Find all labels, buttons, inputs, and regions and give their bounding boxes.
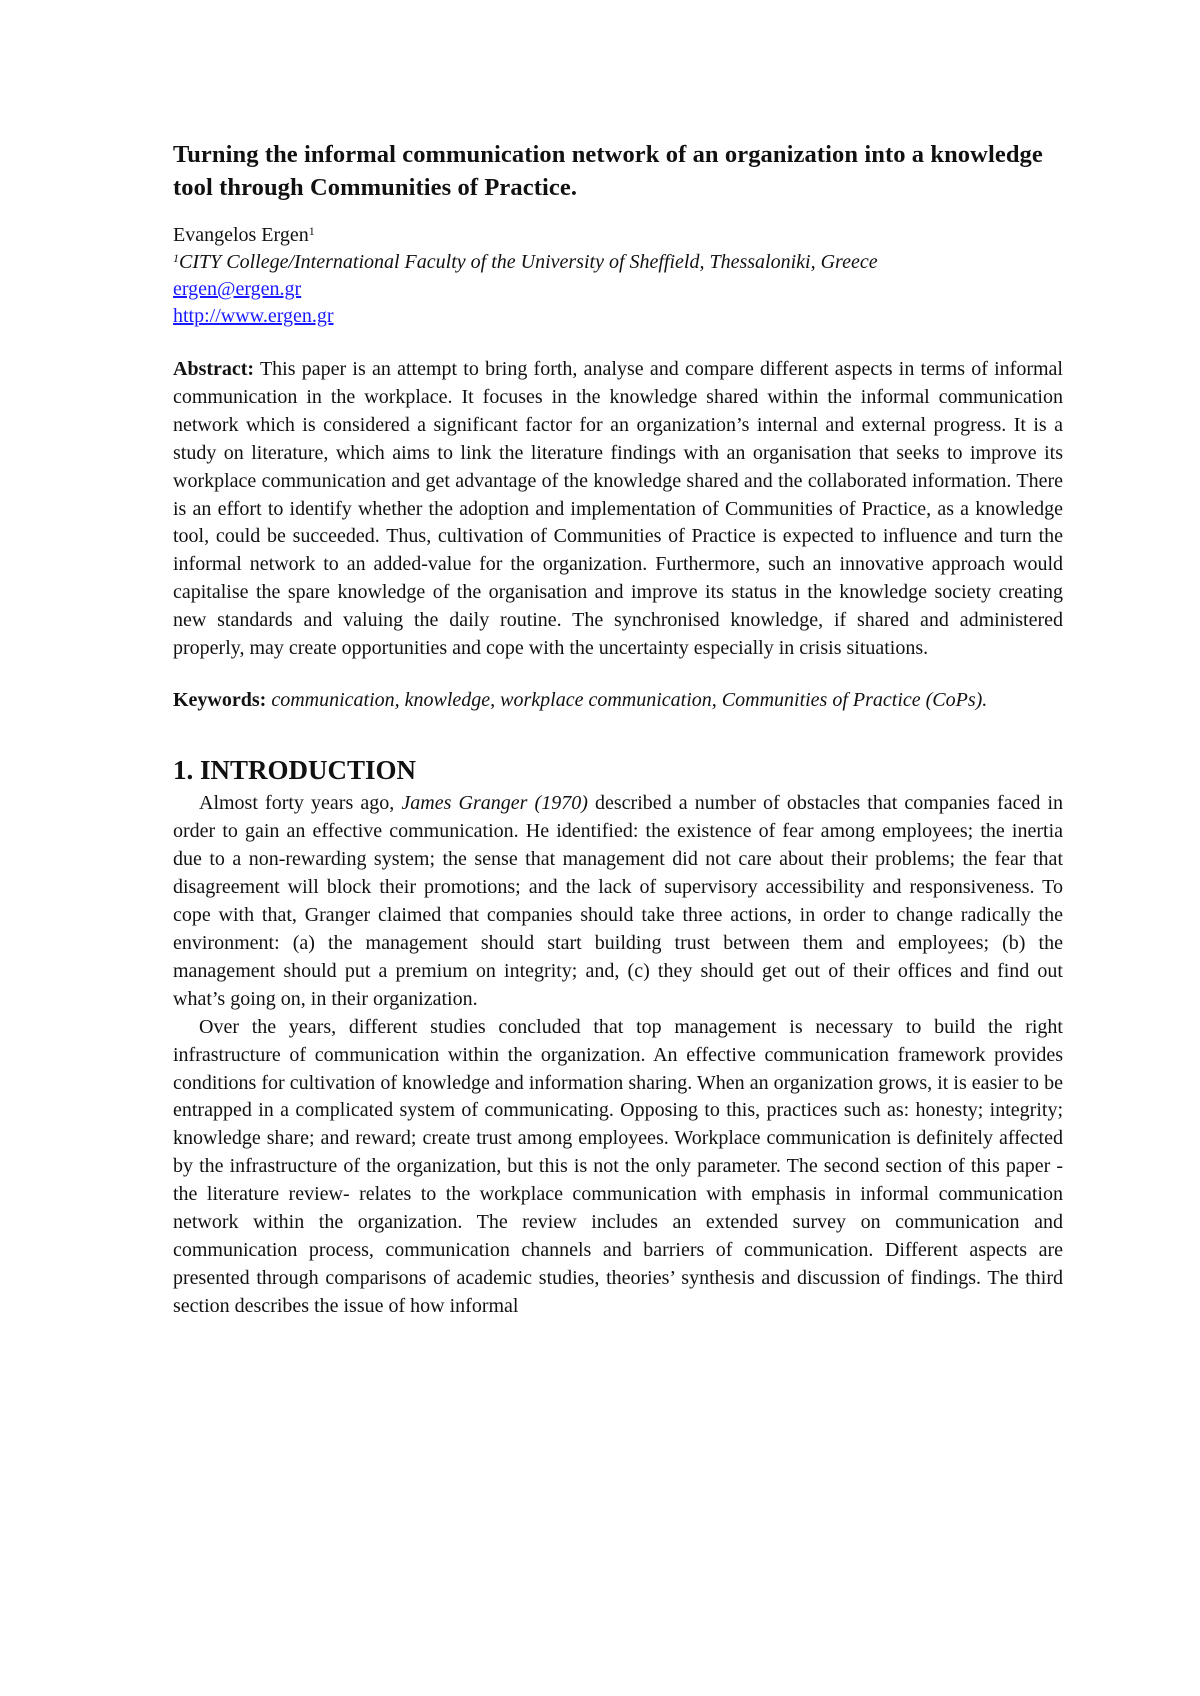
affiliation: CITY College/International Faculty of the University of Sheffield, Thessaloniki, Greece bbox=[179, 251, 878, 273]
author-superscript: 1 bbox=[308, 224, 315, 238]
intro-p1-start: Almost forty years ago, bbox=[199, 792, 395, 815]
abstract-label: Abstract: bbox=[173, 358, 255, 380]
abstract bbox=[173, 356, 1063, 663]
keywords-label: Keywords: bbox=[173, 688, 267, 711]
email-link[interactable]: ergen@ergen.gr bbox=[173, 278, 302, 300]
keywords bbox=[173, 687, 1063, 715]
abstract-text: This paper is an attempt to bring forth, analyse and compare different aspects in terms of informal communication in the workplace. It focuses in the knowledge shared within the informal communication network which is considered a significant factor for an organization’s internal and external progress. It is a study on literature, which aims to link the literature findings with an organisation that seeks to improve its workplace communication and get advantage of the knowledge shared and the collaborated information. There is an effort to identify whether the adoption and implementation of Communities of Practice, as a knowledge tool, could be succeeded. Thus, cultivation of Communities of Practice is expected to influence and turn the informal network to an added-value for the organization. Furthermore, such an innovative approach would capitalise the spare knowledge of the organisation and improve its status in the knowledge society creating new standards and valuing the daily routine. The synchronised knowledge, if shared and administered properly, may create opportunities and cope with the uncertainty especially in crisis situations. bbox=[173, 358, 1063, 660]
paper-title: Turning the informal communication network of an organization into a knowledge tool through Communities of Practice. bbox=[173, 141, 1043, 201]
author-name: Evangelos Ergen bbox=[173, 224, 309, 246]
intro-paragraph-2: Over the years, different studies concluded that top management is necessary to build the right infrastructure of communication within the organization. An effective communication framework provides conditions for cultivation of knowledge and information sharing. When an organization grows, it is easier to be entrapped in a complicated system of communicating. Opposing to this, practices such as: honesty; integrity; knowledge share; and reward; create trust among employees. Workplace communication is definitely affected by the infrastructure of the organization, but this is not the only parameter. The second section of this paper -the literature review- relates to the workplace communication with emphasis in informal communication network within the organization. The review includes an extended survey on communication and communication process, communication channels and barriers of communication. Different aspects are presented through comparisons of academic studies, theories’ synthesis and discussion of findings. The third section describes the issue of how informal bbox=[173, 1015, 1063, 1317]
citation: James Granger (1970) bbox=[401, 792, 588, 815]
author-line bbox=[173, 222, 1063, 248]
paper-page bbox=[173, 138, 1063, 1321]
affiliation-line bbox=[173, 248, 1063, 276]
intro-paragraph-1 bbox=[173, 790, 1063, 1013]
website-link[interactable]: http://www.ergen.gr bbox=[173, 305, 334, 327]
section-heading: 1. INTRODUCTION bbox=[173, 755, 417, 786]
affiliation-superscript: 1 bbox=[173, 251, 179, 265]
intro-p1-rest: described a number of obstacles that companies faced in order to gain an effective communication. He identified: the existence of fear among employees; the inertia due to a non-rewarding system; the sense that management did not care about their problems; the fear that disagreement will block their promotions; and the lack of supervisory accessibility and responsiveness. To cope with that, Granger claimed that companies should take three actions, in order to change radically the environment: (a) the management should start building trust between them and employees; (b) the management should put a premium on integrity; and, (c) they should get out of their offices and find out what’s going on, in their organization. bbox=[173, 792, 1064, 1010]
keywords-text: communication, knowledge, workplace communication, Communities of Practice (CoPs). bbox=[271, 688, 988, 711]
